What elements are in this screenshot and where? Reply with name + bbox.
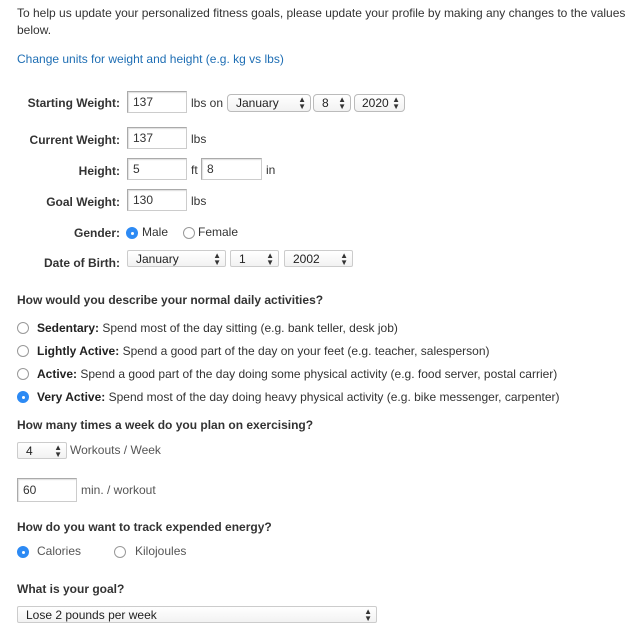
height-feet-input[interactable] — [127, 158, 187, 180]
activity-title: Active: — [37, 367, 78, 381]
gender-female-radio[interactable] — [183, 227, 195, 239]
chevron-updown-icon: ▲ ▼ — [364, 607, 372, 623]
chevron-updown-icon: ▲ ▼ — [298, 95, 306, 111]
starting-month-select[interactable] — [227, 94, 311, 112]
activity-desc: Spend most of the day sitting (e.g. bank teller, desk job) — [102, 321, 398, 335]
height-feet-unit: ft — [191, 163, 198, 177]
activity-title: Sedentary: — [37, 321, 100, 335]
minutes-input[interactable] — [17, 478, 77, 502]
goal-question: What is your goal? — [17, 582, 125, 596]
goal-weight-input[interactable] — [127, 189, 187, 211]
energy-question: How do you want to track expended energy? — [17, 520, 272, 534]
height-inches-unit: in — [266, 163, 276, 177]
goal-value: Lose 2 pounds per week — [26, 608, 157, 622]
activity-title: Very Active: — [37, 390, 106, 404]
dob-month-value: January — [136, 252, 179, 266]
energy-kilojoules-label: Kilojoules — [135, 544, 187, 558]
gender-label: Gender: — [73, 226, 120, 240]
current-weight-label: Current Weight: — [29, 133, 120, 147]
starting-day-value: 8 — [322, 96, 329, 110]
chevron-updown-icon: ▲ ▼ — [54, 443, 62, 459]
minutes-unit: min. / workout — [81, 483, 156, 497]
current-weight-input[interactable] — [127, 127, 187, 149]
chevron-updown-icon: ▲ ▼ — [338, 95, 346, 111]
activity-question: How would you describe your normal daily activities? — [17, 293, 324, 307]
activity-active-label — [37, 367, 557, 381]
activity-lightly-active-radio[interactable] — [17, 345, 29, 357]
activity-lightly-active-label — [37, 344, 490, 358]
dob-year-select[interactable] — [284, 250, 353, 267]
workouts-value: 4 — [26, 444, 33, 458]
activity-desc: Spend a good part of the day doing some physical activity (e.g. food server, postal carrier) — [80, 367, 558, 381]
gender-male-label: Male — [142, 225, 169, 239]
energy-calories-radio[interactable] — [17, 546, 29, 558]
workouts-select[interactable] — [17, 442, 67, 459]
starting-day-select[interactable] — [313, 94, 351, 112]
starting-month-value: January — [236, 96, 279, 110]
activity-desc: Spend a good part of the day on your feet (e.g. teacher, salesperson) — [122, 344, 490, 358]
starting-weight-input[interactable] — [127, 91, 187, 113]
goal-select[interactable] — [17, 606, 377, 623]
activity-sedentary-label — [37, 321, 398, 335]
exercise-question: How many times a week do you plan on exercising? — [17, 418, 314, 432]
activity-sedentary-radio[interactable] — [17, 322, 29, 334]
chevron-updown-icon: ▲ ▼ — [340, 251, 348, 267]
gender-female-label: Female — [198, 225, 239, 239]
current-weight-unit: lbs — [191, 132, 207, 146]
starting-year-select[interactable] — [354, 94, 405, 112]
intro-text: To help us update your personalized fitness goals, please update your profile by making any changes to the values below. — [17, 6, 626, 37]
chevron-updown-icon: ▲ ▼ — [392, 95, 400, 111]
height-inches-input[interactable] — [201, 158, 262, 180]
starting-weight-unit: lbs on — [191, 96, 224, 110]
activity-active-radio[interactable] — [17, 368, 29, 380]
starting-year-value: 2020 — [362, 96, 389, 110]
dob-month-select[interactable] — [127, 250, 226, 267]
dob-year-value: 2002 — [293, 252, 320, 266]
change-units-link[interactable]: Change units for weight and height (e.g. kg vs lbs) — [17, 52, 284, 66]
dob-label: Date of Birth: — [44, 256, 120, 270]
activity-very-active-radio[interactable] — [17, 391, 29, 403]
chevron-updown-icon: ▲ ▼ — [213, 251, 221, 267]
goal-weight-label: Goal Weight: — [46, 195, 120, 209]
gender-male-radio[interactable] — [126, 227, 138, 239]
starting-weight-label: Starting Weight: — [27, 96, 120, 110]
height-label: Height: — [78, 164, 120, 178]
workouts-unit: Workouts / Week — [70, 443, 161, 457]
energy-calories-label: Calories — [37, 544, 82, 558]
dob-day-select[interactable] — [230, 250, 279, 267]
activity-title: Lightly Active: — [37, 344, 120, 358]
goal-weight-unit: lbs — [191, 194, 207, 208]
activity-desc: Spend most of the day doing heavy physical activity (e.g. bike messenger, carpenter) — [108, 390, 560, 404]
dob-day-value: 1 — [239, 252, 246, 266]
activity-very-active-label — [37, 390, 560, 404]
energy-kilojoules-radio[interactable] — [114, 546, 126, 558]
chevron-updown-icon: ▲ ▼ — [266, 251, 274, 267]
